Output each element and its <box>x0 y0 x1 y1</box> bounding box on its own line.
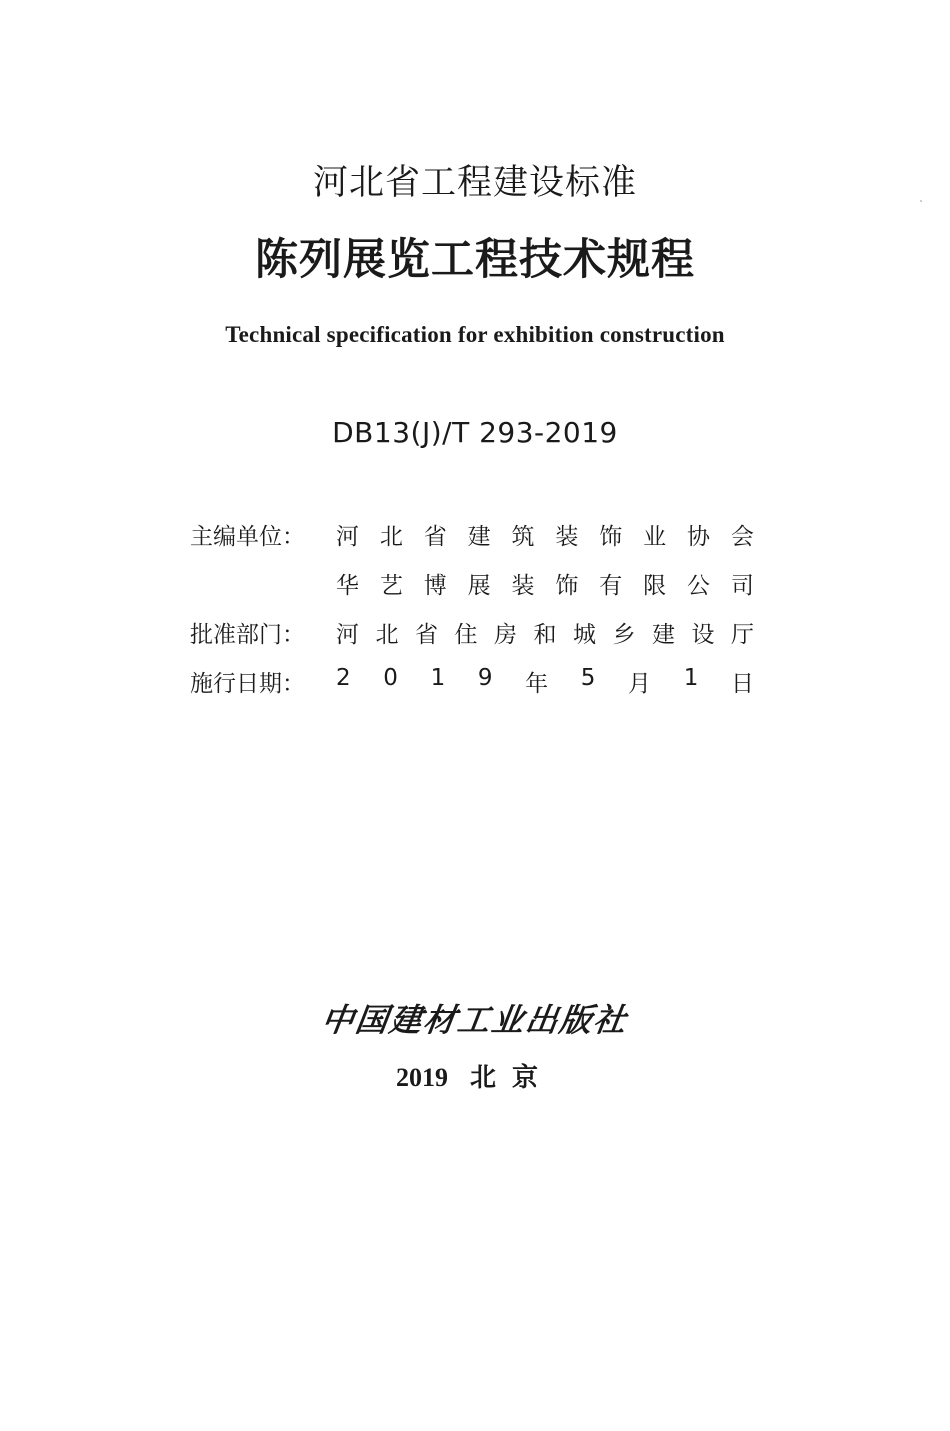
date-row <box>190 665 760 714</box>
value-char: 装 <box>511 573 535 599</box>
value-char: 装 <box>555 524 579 550</box>
value-char: 建 <box>652 622 675 648</box>
value-char: 和 <box>533 622 557 648</box>
publication-place <box>0 1057 950 1094</box>
value-char: 1 <box>430 665 446 691</box>
value-char: 筑 <box>511 524 535 550</box>
value-char: 业 <box>643 524 667 550</box>
value-char: 省 <box>423 524 447 550</box>
series-title: 河北省工程建设标准 <box>312 163 637 203</box>
value-char: 房 <box>494 622 517 648</box>
publisher-logo: 中国建材工业出版社 <box>319 1001 631 1039</box>
value-char: 9 <box>477 665 493 691</box>
editor-value-2 <box>336 567 754 600</box>
publication-year: 2019 <box>395 1063 448 1092</box>
editor-row-2 <box>190 567 760 616</box>
publication-city: 北京 <box>469 1063 554 1092</box>
value-char: 饰 <box>555 573 579 599</box>
value-char: 北 <box>375 622 399 648</box>
editor-value-1 <box>336 518 754 551</box>
editor-label: 主编单位： <box>190 524 305 550</box>
value-char: 年 <box>525 671 549 697</box>
value-char: 公 <box>687 573 710 599</box>
value-char: 日 <box>730 671 754 697</box>
standard-code: DB13(J)/T 293-2019 <box>332 416 618 449</box>
approver-label: 批准部门： <box>190 622 305 648</box>
value-char: 2 <box>336 665 351 691</box>
value-char: 0 <box>383 665 398 691</box>
english-title: Technical specification for exhibition construction <box>225 322 725 347</box>
editor-row-1 <box>190 518 760 567</box>
value-char: 饰 <box>599 524 623 550</box>
value-char: 司 <box>730 573 754 599</box>
value-char: 城 <box>573 622 596 648</box>
value-char: 1 <box>683 665 699 691</box>
date-label: 施行日期： <box>190 671 305 697</box>
approver-row <box>190 616 760 665</box>
date-value <box>336 665 754 698</box>
value-char: 住 <box>454 622 478 648</box>
value-char: 河 <box>336 524 359 550</box>
value-char: 北 <box>379 524 403 550</box>
approver-value <box>336 616 754 649</box>
info-block <box>190 518 760 714</box>
value-char: 乡 <box>612 622 636 648</box>
value-char: 建 <box>467 524 491 550</box>
value-char: 5 <box>580 665 596 691</box>
value-char: 省 <box>415 622 438 648</box>
value-char: 月 <box>628 671 652 697</box>
main-title: 陈列展览工程技术规程 <box>255 235 695 285</box>
value-char: 协 <box>687 524 710 550</box>
value-char: 限 <box>643 573 667 599</box>
value-char: 设 <box>691 622 715 648</box>
value-char: 有 <box>599 573 623 599</box>
value-char: 河 <box>336 622 359 648</box>
value-char: 华 <box>336 573 359 599</box>
value-char: 艺 <box>379 573 403 599</box>
value-char: 展 <box>467 573 491 599</box>
scan-speck <box>920 200 922 202</box>
value-char: 会 <box>730 524 754 550</box>
value-char: 博 <box>423 573 447 599</box>
value-char: 厅 <box>731 622 754 648</box>
